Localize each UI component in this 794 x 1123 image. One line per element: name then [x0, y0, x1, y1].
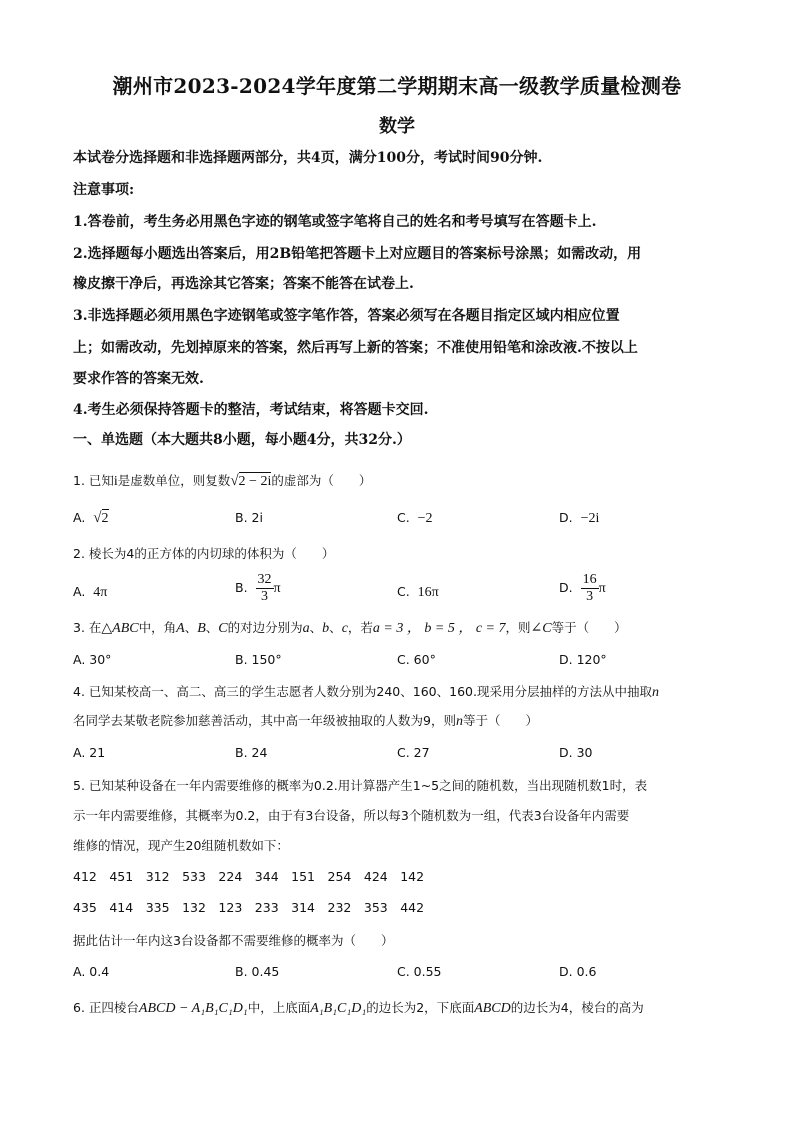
notes-heading: 注意事项:	[73, 182, 135, 198]
q3-option-c[interactable]: C. 60°	[397, 652, 436, 667]
radical-sign: √	[93, 510, 102, 526]
question-5-line-2: 示一年内需要维修，其概率为0.2，由于有3台设备，所以每3个随机数为一组，代表3台设备年内需要	[73, 808, 630, 823]
q2-option-d[interactable]: D. $\frac{16}{3}$ π	[559, 572, 606, 604]
question-3-stem: 3. 在△ABC中，角A、B、C的对边分别为a、b、c，若a = 3 ， b = 5 ， c = 7，则∠C等于（ ）	[73, 620, 627, 636]
radical-sign: √	[230, 473, 239, 489]
q3-option-a[interactable]: A. 30°	[73, 652, 112, 667]
q4-option-a[interactable]: A. 21	[73, 745, 106, 760]
imaginary-unit: i	[113, 474, 118, 489]
question-4-line-2: 名同学去某敬老院参加慈善活动，其中高一年级被抽取的人数为9，则n等于（ ）	[73, 713, 538, 729]
q1-option-c[interactable]: C. −2	[397, 510, 433, 526]
question-4-line-1: 4. 已知某校高一、高二、高三的学生志愿者人数分别为240、160、160.现采用分层抽样的方法从中抽取n	[73, 684, 659, 700]
note-2-line-2: 橡皮擦干净后，再选涂其它答案；答案不能答在试卷上.	[73, 276, 414, 292]
exam-title: 潮州市2023-2024学年度第二学期期末高一级教学质量检测卷	[112, 74, 682, 98]
fraction: $\frac{16}{3}$	[582, 572, 597, 604]
q3-option-b[interactable]: B. 150°	[235, 652, 282, 667]
q5-option-c[interactable]: C. 0.55	[397, 964, 442, 979]
question-5-line-4: 据此估计一年内这3台设备都不需要维修的概率为（ ）	[73, 933, 394, 948]
question-2-stem: 2. 棱长为4的正方体的内切球的体积为（ ）	[73, 546, 335, 561]
q4-option-d[interactable]: D. 30	[559, 745, 593, 760]
random-numbers-row-1: 412 451 312 533 224 344 151 254 424 142	[73, 869, 425, 884]
q1-option-b[interactable]: B. 2i	[235, 510, 263, 525]
question-5-line-3: 维修的情况，现产生20组随机数如下：	[73, 838, 289, 853]
question-1-radicand: 2 − 2i	[238, 474, 272, 489]
exam-intro: 本试卷分选择题和非选择题两部分，共4页，满分100分，考试时间90分钟.	[73, 150, 543, 166]
note-4: 4.考生必须保持答题卡的整洁，考试结束，将答题卡交回.	[73, 402, 429, 418]
q5-option-d[interactable]: D. 0.6	[559, 964, 597, 979]
note-3-line-2: 上；如需改动，先划掉原来的答案，然后再写上新的答案；不准使用铅笔和涂改液.不按以上	[73, 340, 638, 356]
subject-title: 数学	[379, 116, 415, 137]
q4-option-c[interactable]: C. 27	[397, 745, 430, 760]
random-numbers-row-2: 435 414 335 132 123 233 314 232 353 442	[73, 900, 425, 915]
q2-option-b[interactable]: B. $\frac{32}{3}$ π	[235, 572, 281, 604]
note-3-line-3: 要求作答的答案无效.	[73, 371, 204, 387]
q2-option-c[interactable]: C. 16π	[397, 584, 439, 600]
q5-option-b[interactable]: B. 0.45	[235, 964, 280, 979]
q1-option-d[interactable]: D. −2i	[559, 510, 600, 526]
section-heading: 一、单选题（本大题共8小题，每小题4分，共32分.）	[73, 432, 411, 448]
note-1: 1.答卷前，考生务必用黑色字迹的钢笔或签字笔将自己的姓名和考号填写在答题卡上.	[73, 214, 597, 230]
q3-option-d[interactable]: D. 120°	[559, 652, 607, 667]
q1-option-a[interactable]: A. √2	[73, 510, 109, 526]
question-6-stem: 6. 正四棱台ABCD − A₁B₁C₁D₁中，上底面A₁B₁C₁D₁的边长为2，下底面ABCD的边长为4，棱台的高为	[73, 1000, 644, 1016]
q2-option-a[interactable]: A. 4π	[73, 584, 108, 600]
q4-option-b[interactable]: B. 24	[235, 745, 268, 760]
question-1-stem: 1. 已知i是虚数单位，则复数√2 − 2i的虚部为（ ）	[73, 473, 372, 489]
q5-option-a[interactable]: A. 0.4	[73, 964, 110, 979]
question-5-line-1: 5. 已知某种设备在一年内需要维修的概率为0.2.用计算器产生1~5之间的随机数，当出现随机数1时，表	[73, 778, 648, 793]
note-3-line-1: 3.非选择题必须用黑色字迹钢笔或签字笔作答，答案必须写在各题目指定区域内相应位置	[73, 308, 620, 324]
fraction: $\frac{32}{3}$	[257, 572, 272, 604]
note-2-line-1: 2.选择题每小题选出答案后，用2B铅笔把答题卡上对应题目的答案标号涂黑；如需改动，用	[73, 246, 642, 262]
